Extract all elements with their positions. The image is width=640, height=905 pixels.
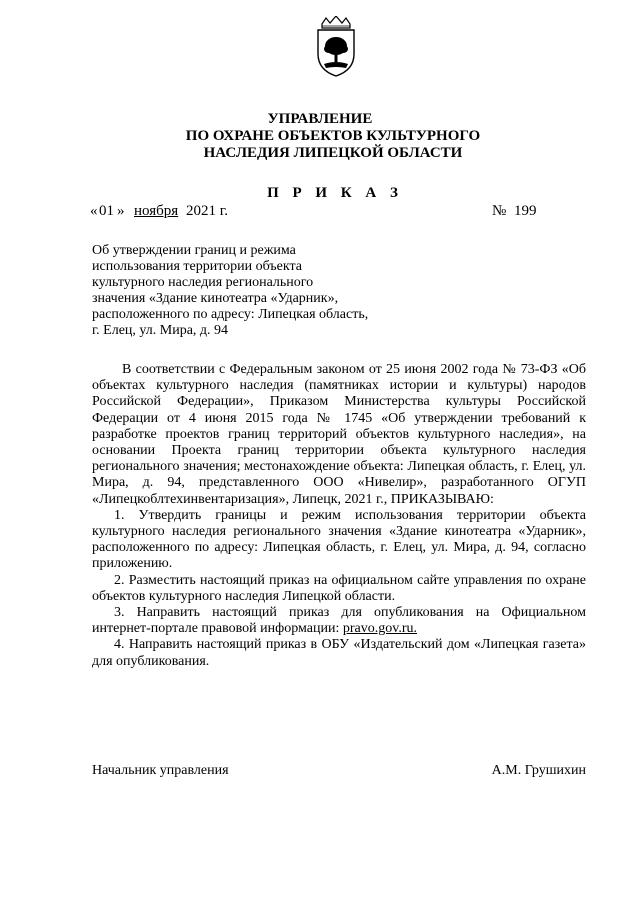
organization-header <box>0 111 640 162</box>
subject-line: г. Елец, ул. Мира, д. 94 <box>92 323 229 338</box>
preamble-paragraph: В соответствии с Федеральным законом от 25 июня 2002 года № 73-ФЗ «Об объектах культурного наследия (памятниках истории и культуры) народов Российской Федерации», Приказом Министерства культуры Российской Федерации от 4 июня 2015 года № 1745 «Об утверждении требований к разработке проектов границ территорий объектов культурного наследия», на основании Проекта границ территории объекта культурного наследия регионального значения; местонахождение объекта: Липецкая область, г. Елец, ул. Мира, д. 94, представленного ООО «Нивелир», разработанного ОГУП «Липецкоблтехинвентаризация», Липецк, 2021 г., ПРИКАЗЫВАЮ: <box>92 362 586 507</box>
number-value: 199 <box>514 203 537 219</box>
date-number-row <box>90 203 545 221</box>
coat-of-arms-icon <box>312 16 360 78</box>
date-year: 2021 г. <box>186 203 228 219</box>
document-type-title: П Р И К А З <box>267 185 403 201</box>
subject-line: значения «Здание кинотеатра «Ударник», <box>92 291 339 306</box>
date-day: 01 <box>99 203 114 219</box>
subject-line: Об утверждении границ и режима <box>92 243 296 258</box>
date-open-quote: « <box>90 203 98 219</box>
order-body <box>92 362 586 670</box>
header-line-3: НАСЛЕДИЯ ЛИПЕЦКОЙ ОБЛАСТИ <box>203 145 463 161</box>
header-line-1: УПРАВЛЕНИЕ <box>267 111 373 127</box>
order-item-2: 2. Разместить настоящий приказ на официальном сайте управления по охране объектов культурного наследия Липецкой области. <box>92 572 586 604</box>
subject-line: использования территории объекта <box>92 259 302 274</box>
order-item-3 <box>92 605 586 637</box>
signer-position: Начальник управления <box>92 763 229 778</box>
date-close-quote: » <box>117 203 125 219</box>
signature-block <box>92 763 586 781</box>
order-item-4: 4. Направить настоящий приказ в ОБУ «Издательский дом «Липецкая газета» для опубликования. <box>92 637 586 669</box>
order-item-3-text: 3. Направить настоящий приказ для опубликования на Официальном интернет-портале правовой информации: <box>92 605 586 637</box>
subject-line: культурного наследия регионального <box>92 275 314 290</box>
header-line-2: ПО ОХРАНЕ ОБЪЕКТОВ КУЛЬТУРНОГО <box>185 128 481 144</box>
date-month: ноября <box>134 203 179 219</box>
subject-line: расположенного по адресу: Липецкая область, <box>92 307 369 322</box>
signer-name: А.М. Грушихин <box>491 763 586 778</box>
order-item-1: 1. Утвердить границы и режим использования территории объекта культурного наследия регионального значения «Здание кинотеатра «Ударник», расположенного по адресу: Липецкая область, г. Елец, ул. Мира, д. 94, согласно приложению. <box>92 507 586 572</box>
pravo-gov-link[interactable]: pravo.gov.ru. <box>342 621 417 637</box>
order-subject <box>92 243 412 339</box>
number-label: № <box>492 203 507 219</box>
